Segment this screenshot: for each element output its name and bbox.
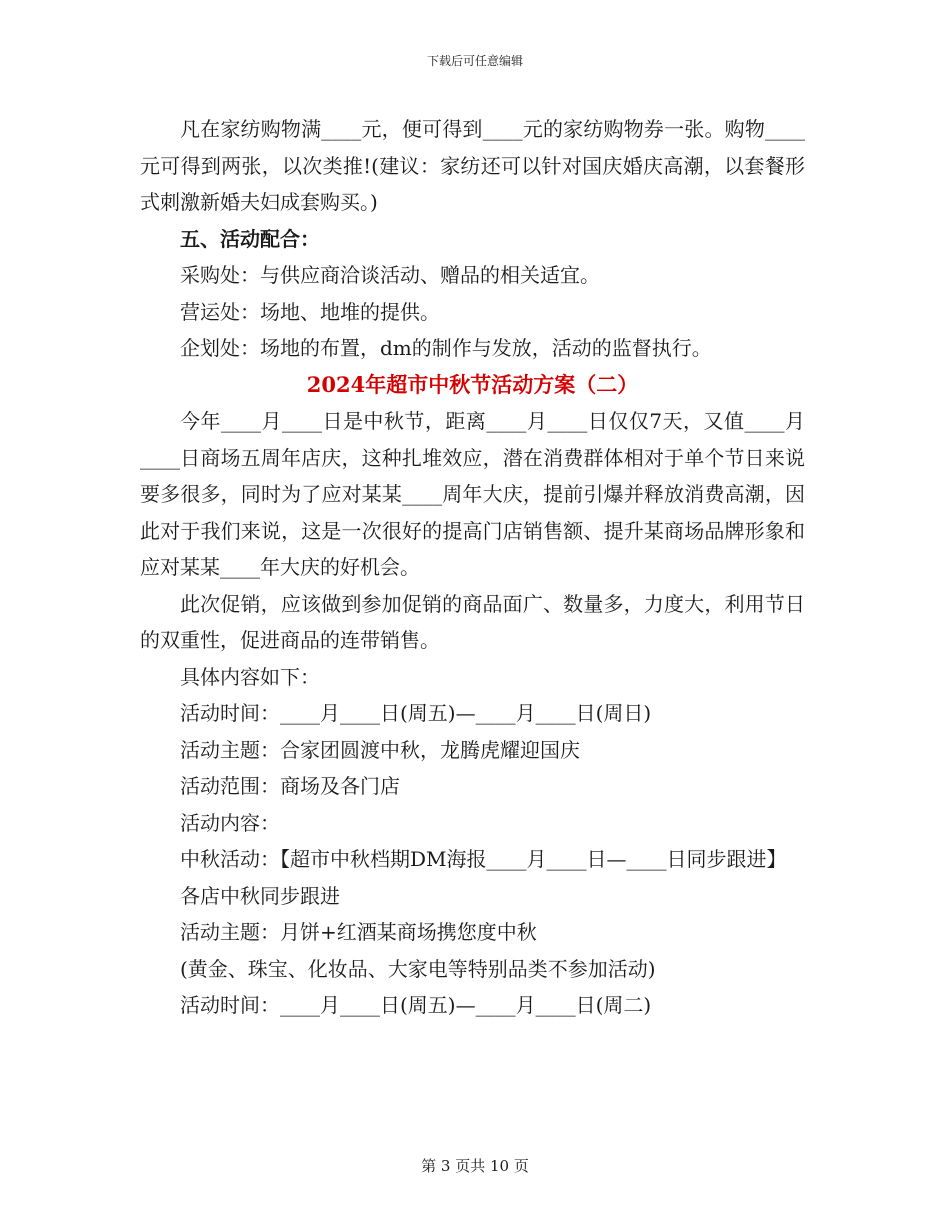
line-excluded-categories: (黄金、珠宝、化妆品、大家电等特别品类不参加活动) [180, 956, 656, 981]
document-body [140, 111, 805, 1024]
line-activity-theme-1: 活动主题：合家团圆渡中秋，龙腾虎耀迎国庆 [180, 737, 580, 762]
paragraph-promotion-goal: 此次促销，应该做到参加促销的商品面广、数量多，力度大，利用节日的双重性，促进商品的连带销售。 [140, 591, 805, 652]
line-activity-time-2: 活动时间：____月____日(周五)—____月____日(周二) [180, 993, 652, 1017]
page-footer: 第 3 页共 10 页 [421, 1157, 529, 1175]
paragraph-home-textile-offer: 凡在家纺购物满____元，便可得到____元的家纺购物券一张。购物____元可得到两张，以次类推!(建议：家纺还可以针对国庆婚庆高潮，以套餐形式刺激新婚夫妇成套购买。) [140, 117, 805, 214]
document-title: 2024年超市中秋节活动方案（二） [306, 371, 639, 397]
paragraph-introduction: 今年____月____日是中秋节，距离____月____日仅仅7天，又值____月____日商场五周年店庆，这种扎堆效应，潜在消费群体相对于单个节日来说要多很多，同时为了应对某某____周年大庆，提前引爆并释放消费高潮，因此对于我们来说，这是一次很好的提高门店销售额、提升某商场品牌形象和应对某某____年大庆的好机会。 [140, 409, 805, 579]
line-activity-theme-2: 活动主题：月饼+红酒某商场携您度中秋 [180, 920, 537, 944]
page-header: 下载后可任意编辑 [426, 54, 523, 68]
line-purchasing-dept: 采购处：与供应商洽谈活动、赠品的相关适宜。 [180, 263, 600, 287]
line-activity-content-label: 活动内容： [180, 810, 280, 835]
line-planning-dept: 企划处：场地的布置，dm的制作与发放，活动的监督执行。 [180, 336, 712, 360]
line-content-intro: 具体内容如下： [180, 664, 320, 689]
line-activity-time-1: 活动时间：____月____日(周五)—____月____日(周日) [180, 701, 652, 725]
line-stores-follow-up: 各店中秋同步跟进 [180, 883, 340, 908]
line-activity-scope: 活动范围：商场及各门店 [180, 774, 400, 798]
line-operations-dept: 营运处：场地、地堆的提供。 [180, 299, 440, 324]
paragraph-mid-autumn-activity: 中秋活动：【超市中秋档期DM海报____月____日—____日同步跟进】 [180, 847, 787, 871]
section-heading-cooperation: 五、活动配合： [180, 226, 320, 251]
